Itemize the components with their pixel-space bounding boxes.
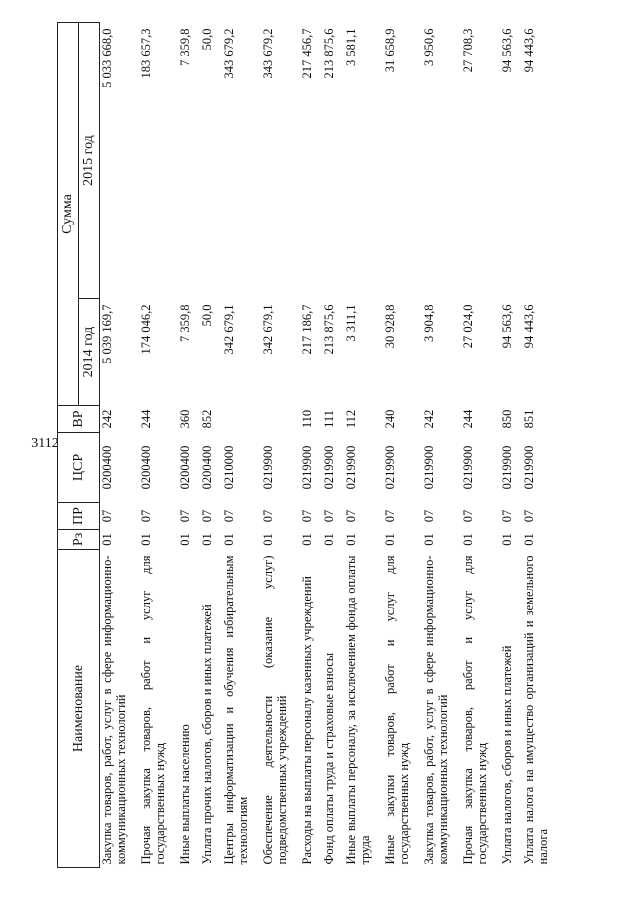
cell-y2014: 50,0 xyxy=(199,304,214,327)
cell-y2014: 5 039 169,7 xyxy=(100,304,114,364)
cell-pr: 07 xyxy=(177,509,192,523)
cell-name: Прочая закупка товаров, работ и услуг для государственных нужд xyxy=(460,555,489,865)
cell-y2014: 94 563,6 xyxy=(499,304,514,349)
cell-vr: 112 xyxy=(343,409,358,429)
cell-csr: 0219900 xyxy=(499,445,514,490)
cell-vr: 360 xyxy=(177,409,192,429)
cell-name: Закупка товаров, работ, услуг в сфере информационно-коммуникационных технологий xyxy=(100,555,128,865)
cell-csr: 0219900 xyxy=(521,445,536,490)
cell-csr: 0200400 xyxy=(177,445,192,490)
cell-csr: 0200400 xyxy=(199,445,214,490)
cell-pr: 07 xyxy=(343,509,358,523)
cell-pr: 07 xyxy=(499,509,514,523)
cell-vr xyxy=(261,406,300,433)
cell-y2014: 3 311,1 xyxy=(343,304,358,342)
cell-csr: 0200400 xyxy=(100,445,114,490)
table-row xyxy=(300,23,322,868)
table-row xyxy=(344,23,383,868)
table-row xyxy=(200,23,222,868)
table-row xyxy=(422,23,461,868)
table-body xyxy=(100,23,561,868)
cell-name: Центры информатизации и обучения избирательным технологиям xyxy=(221,555,250,865)
cell-y2014: 7 359,8 xyxy=(177,304,192,342)
cell-y2014: 213 875,6 xyxy=(321,304,336,355)
header-sum: Сумма xyxy=(58,23,79,406)
table-header xyxy=(58,23,100,868)
header-pr: ПР xyxy=(58,503,100,530)
header-2015: 2015 год xyxy=(79,23,100,299)
cell-name: Уплата налогов, сборов и иных платежей xyxy=(499,645,514,865)
cell-name: Прочая закупка товаров, работ и услуг для государственных нужд xyxy=(138,555,167,865)
cell-rz: 01 xyxy=(321,533,336,546)
cell-y2015: 3 950,6 xyxy=(421,28,436,66)
cell-rz: 01 xyxy=(138,533,153,546)
cell-pr: 07 xyxy=(321,509,336,523)
cell-y2015: 5 033 668,0 xyxy=(100,28,114,88)
budget-table xyxy=(57,22,561,868)
cell-csr: 0210000 xyxy=(221,445,236,490)
cell-pr: 07 xyxy=(299,509,314,523)
cell-rz: 01 xyxy=(421,533,436,546)
cell-name: Иные выплаты персоналу, за исключением фонда оплаты труда xyxy=(343,555,372,865)
cell-y2014: 30 928,8 xyxy=(382,304,397,349)
cell-name: Расходы на выплаты персоналу казенных учреждений xyxy=(299,576,314,865)
header-name: Наименование xyxy=(58,550,100,868)
cell-y2015: 94 563,6 xyxy=(499,28,514,73)
cell-y2015: 343 679,2 xyxy=(221,28,236,79)
cell-y2015: 94 443,6 xyxy=(521,28,536,73)
cell-name: Иные закупки товаров, работ и услуг для государственных нужд xyxy=(382,555,411,865)
cell-rz: 01 xyxy=(460,533,475,546)
cell-csr: 0219900 xyxy=(299,445,314,490)
cell-y2014: 217 186,7 xyxy=(299,304,314,355)
table-row xyxy=(522,23,561,868)
cell-name: Уплата прочих налогов, сборов и иных платежей xyxy=(199,604,214,865)
cell-name: Закупка товаров, работ, услуг в сфере информационно-коммуникационных технологий xyxy=(421,555,450,865)
cell-csr: 0219900 xyxy=(382,445,397,490)
cell-pr: 07 xyxy=(521,509,536,523)
cell-name: Иные выплаты населению xyxy=(177,724,192,865)
cell-vr: 244 xyxy=(460,409,475,429)
cell-vr: 110 xyxy=(299,409,314,429)
cell-y2014: 27 024,0 xyxy=(460,304,475,349)
page-number: 3112 xyxy=(31,436,59,451)
cell-name: Фонд оплаты труда и страховые взносы xyxy=(321,652,336,865)
cell-vr xyxy=(222,406,261,433)
cell-rz: 01 xyxy=(343,533,358,546)
table-row xyxy=(322,23,344,868)
cell-rz: 01 xyxy=(499,533,514,546)
cell-rz: 01 xyxy=(100,533,114,546)
header-rz: Рз xyxy=(58,530,100,550)
cell-pr: 07 xyxy=(460,509,475,523)
cell-y2015: 3 581,1 xyxy=(343,28,358,66)
cell-csr: 0219900 xyxy=(343,445,358,490)
cell-y2014: 342 679,1 xyxy=(221,304,236,355)
cell-vr: 242 xyxy=(421,409,436,429)
cell-pr: 07 xyxy=(138,509,153,523)
table-row xyxy=(139,23,178,868)
table-row xyxy=(178,23,200,868)
cell-y2014: 174 046,2 xyxy=(138,304,153,355)
cell-y2015: 7 359,8 xyxy=(177,28,192,66)
cell-y2015: 213 875,6 xyxy=(321,28,336,79)
cell-y2014: 94 443,6 xyxy=(521,304,536,349)
table-row xyxy=(100,23,139,868)
cell-name: Обеспечение деятельности (оказание услуг) подведомственных учреждений xyxy=(260,555,289,865)
cell-rz: 01 xyxy=(177,533,192,546)
cell-pr: 07 xyxy=(221,509,236,523)
cell-vr: 852 xyxy=(199,409,214,429)
cell-csr: 0219900 xyxy=(460,445,475,490)
cell-csr: 0219900 xyxy=(421,445,436,490)
table-row xyxy=(383,23,422,868)
table-row xyxy=(500,23,522,868)
cell-vr: 240 xyxy=(382,409,397,429)
cell-y2015: 31 658,9 xyxy=(382,28,397,73)
table-row xyxy=(222,23,261,868)
cell-y2015: 27 708,3 xyxy=(460,28,475,73)
cell-csr: 0219900 xyxy=(260,445,275,490)
cell-rz: 01 xyxy=(221,533,236,546)
cell-name: Уплата налога на имущество организаций и земельного налога xyxy=(521,555,550,865)
header-csr: ЦСР xyxy=(58,433,100,503)
table-row xyxy=(461,23,500,868)
cell-pr: 07 xyxy=(199,509,214,523)
cell-rz: 01 xyxy=(199,533,214,546)
cell-vr: 242 xyxy=(100,409,114,429)
header-vr: ВР xyxy=(58,406,100,433)
cell-vr: 851 xyxy=(521,409,536,429)
header-2014: 2014 год xyxy=(79,299,100,406)
cell-csr: 0219900 xyxy=(321,445,336,490)
cell-rz: 01 xyxy=(260,533,275,546)
cell-pr: 07 xyxy=(260,509,275,523)
cell-vr: 244 xyxy=(138,409,153,429)
cell-rz: 01 xyxy=(299,533,314,546)
cell-pr: 07 xyxy=(382,509,397,523)
cell-vr: 850 xyxy=(499,409,514,429)
table-row xyxy=(261,23,300,868)
cell-vr: 111 xyxy=(321,410,336,428)
cell-y2015: 343 679,2 xyxy=(260,28,275,79)
cell-y2015: 50,0 xyxy=(199,28,214,51)
cell-rz: 01 xyxy=(382,533,397,546)
cell-rz: 01 xyxy=(521,533,536,546)
cell-y2014: 342 679,1 xyxy=(260,304,275,355)
cell-y2015: 217 456,7 xyxy=(299,28,314,79)
cell-pr: 07 xyxy=(421,509,436,523)
cell-pr: 07 xyxy=(100,509,114,523)
cell-y2015: 183 657,3 xyxy=(138,28,153,79)
cell-csr: 0200400 xyxy=(138,445,153,490)
cell-y2014: 3 904,8 xyxy=(421,304,436,342)
